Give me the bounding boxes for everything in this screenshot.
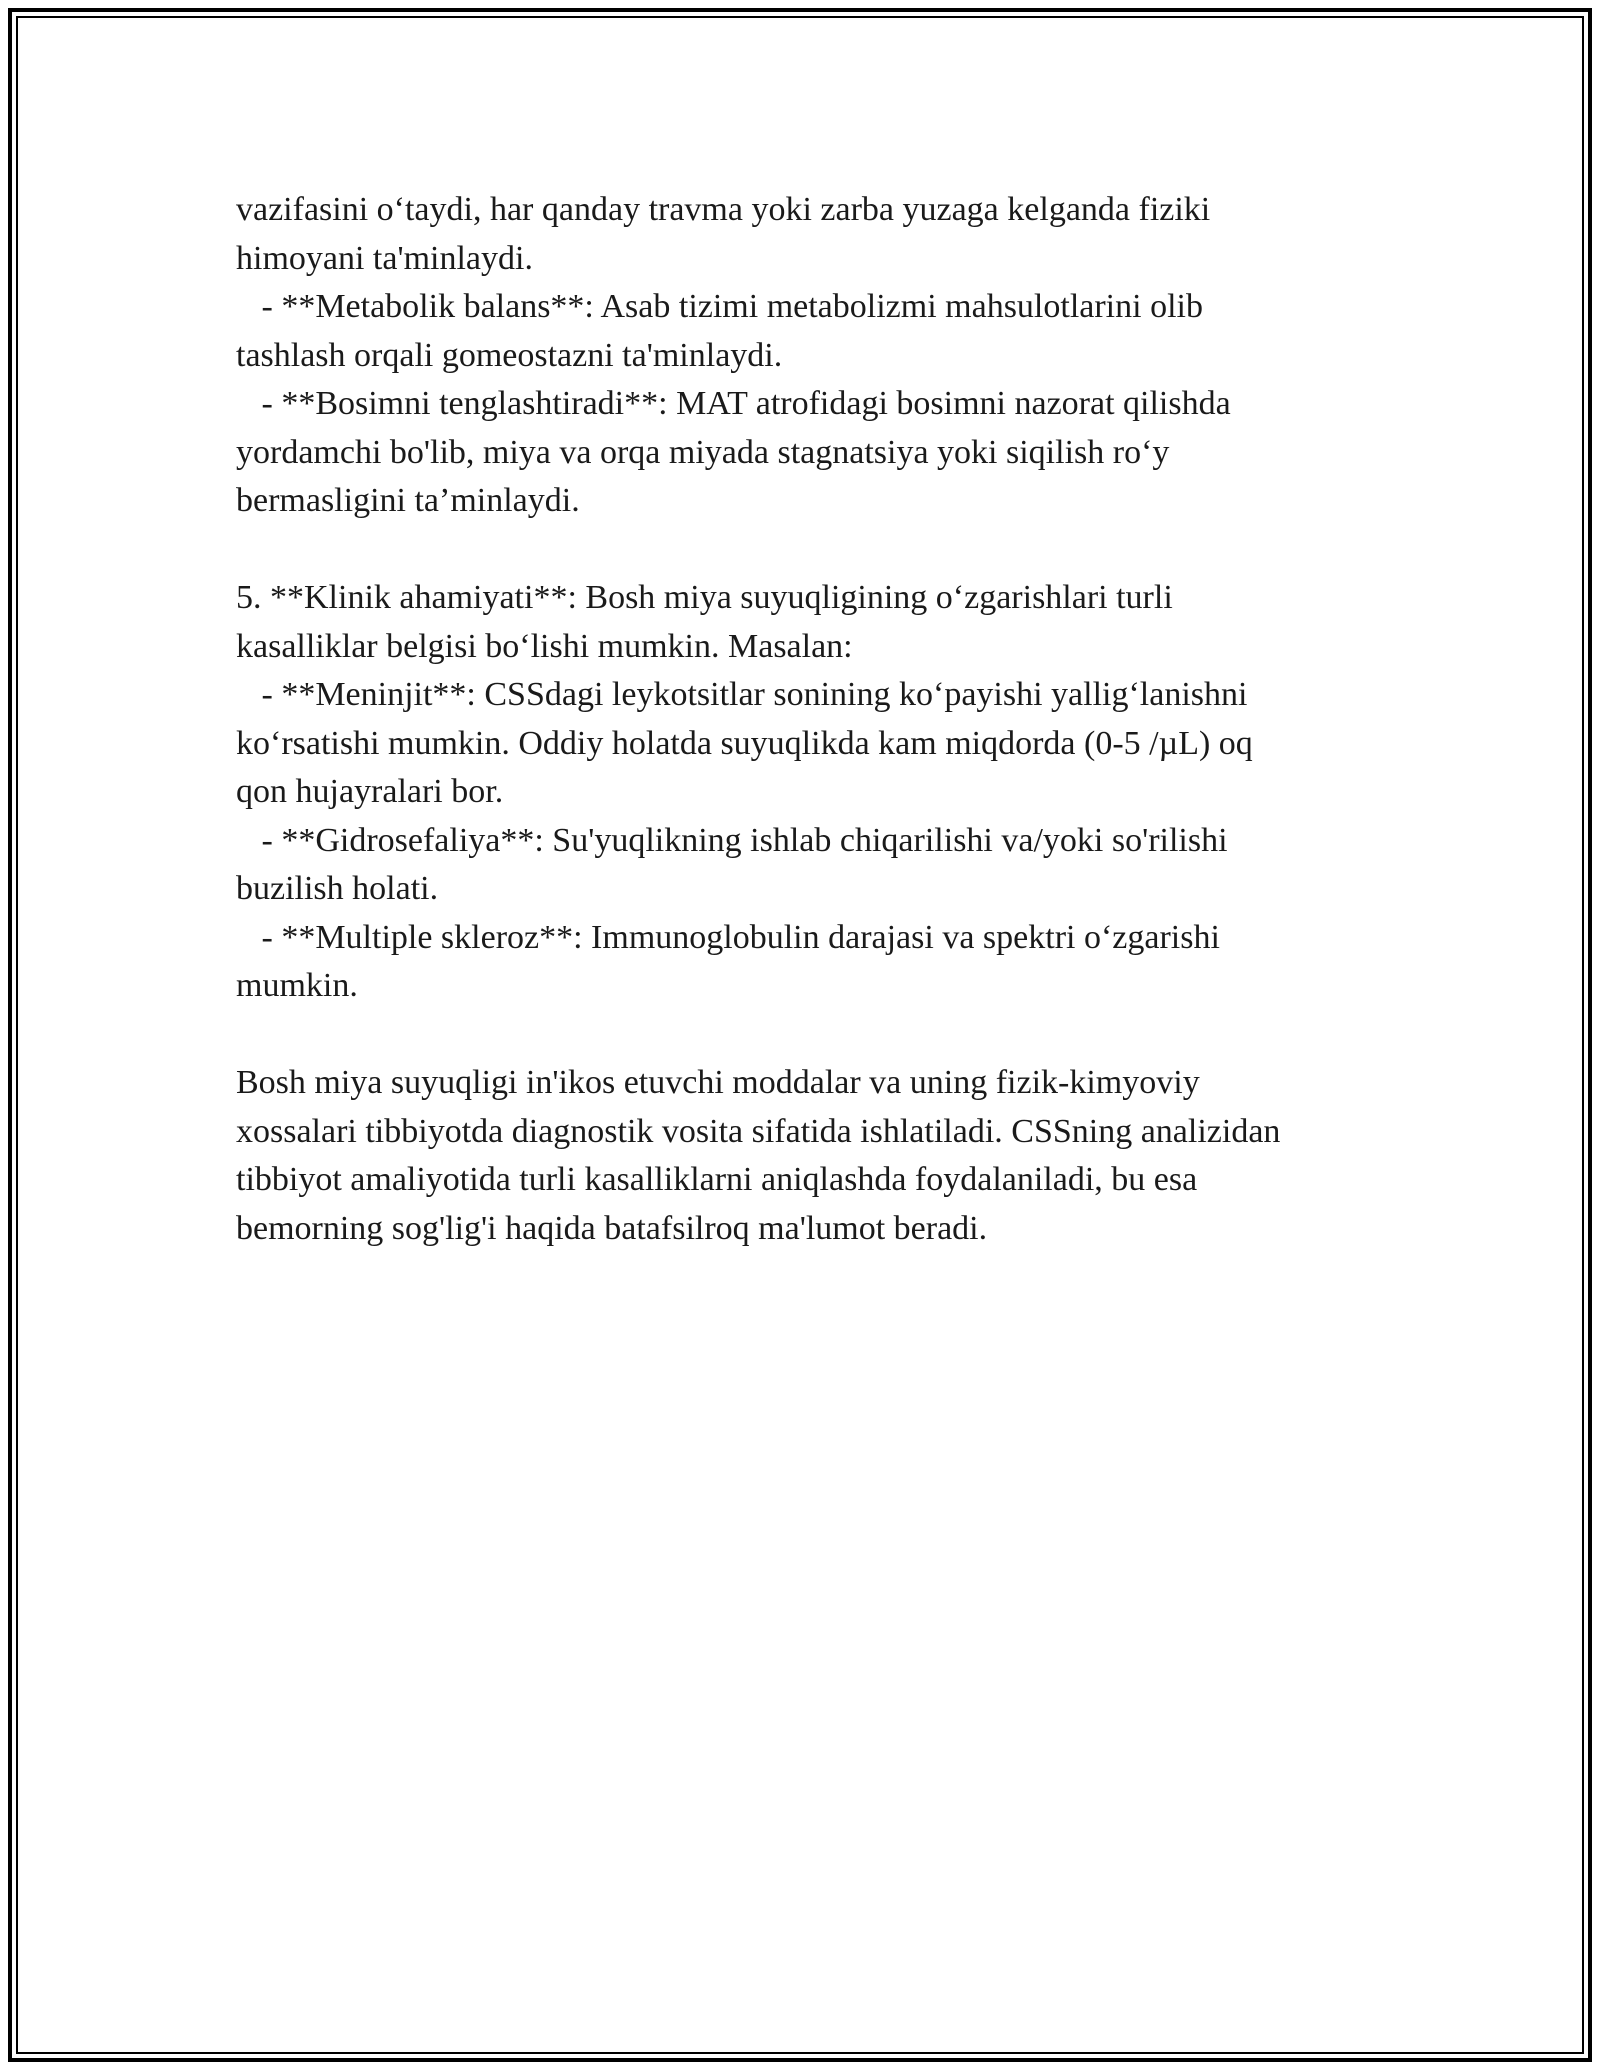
text-line: kasalliklar belgisi bo‘lishi mumkin. Masalan: bbox=[236, 627, 853, 665]
text-line: buzilish holati. bbox=[236, 870, 439, 907]
text-line: qon hujayralari bor. bbox=[236, 773, 504, 810]
list-item-meningitis: - **Meninjit**: CSSdagi leykotsitlar sonining ko‘payishi yallig‘lanishni bbox=[236, 676, 1248, 713]
text-line: vazifasini o‘taydi, har qanday travma yoki zarba yuzaga kelganda fiziki bbox=[236, 191, 1211, 228]
list-item-hydrocephalus: - **Gidrosefaliya**: Su'yuqlikning ishlab chiqarilishi va/yoki so'rilishi bbox=[236, 821, 1228, 859]
paragraph-gap bbox=[236, 526, 1416, 575]
paragraph-clinical-significance bbox=[236, 574, 1416, 1011]
document-body bbox=[236, 186, 1416, 1253]
list-item-metabolic-balance: - **Metabolik balans**: Asab tizimi metabolizmi mahsulotlarini olib bbox=[236, 288, 1203, 325]
text-line: mumkin. bbox=[236, 967, 358, 1004]
text-line: xossalari tibbiyotda diagnostik vosita sifatida ishlatiladi. CSSning analizidan bbox=[236, 1112, 1281, 1150]
text-line: Bosh miya suyuqligi in'ikos etuvchi moddalar va uning fizik-kimyoviy bbox=[236, 1064, 1200, 1101]
paragraph-gap bbox=[236, 1011, 1416, 1060]
text-line: ko‘rsatishi mumkin. Oddiy holatda suyuqlikda kam miqdorda (0-5 /µL) oq bbox=[236, 724, 1253, 762]
text-line: yordamchi bo'lib, miya va orqa miyada stagnatsiya yoki siqilish ro‘y bbox=[236, 433, 1170, 471]
list-item-pressure: - **Bosimni tenglashtiradi**: MAT atrofidagi bosimni nazorat qilishda bbox=[236, 385, 1231, 422]
list-item-multiple-sclerosis: - **Multiple skleroz**: Immunoglobulin darajasi va spektri o‘zgarishi bbox=[236, 918, 1220, 956]
paragraph-conclusion bbox=[236, 1059, 1416, 1253]
paragraph-function-list bbox=[236, 186, 1416, 526]
text-line: tibbiyot amaliyotida turli kasalliklarni aniqlashda foydalaniladi, bu esa bbox=[236, 1161, 1198, 1198]
text-line: himoyani ta'minlaydi. bbox=[236, 239, 533, 277]
text-line: bemorning sog'lig'i haqida batafsilroq ma'lumot beradi. bbox=[236, 1209, 988, 1247]
text-line: tashlash orqali gomeostazni ta'minlaydi. bbox=[236, 336, 783, 374]
text-line: bermasligini ta’minlaydi. bbox=[236, 482, 580, 519]
section-heading-clinical: 5. **Klinik ahamiyati**: Bosh miya suyuqligining o‘zgarishlari turli bbox=[236, 579, 1173, 616]
